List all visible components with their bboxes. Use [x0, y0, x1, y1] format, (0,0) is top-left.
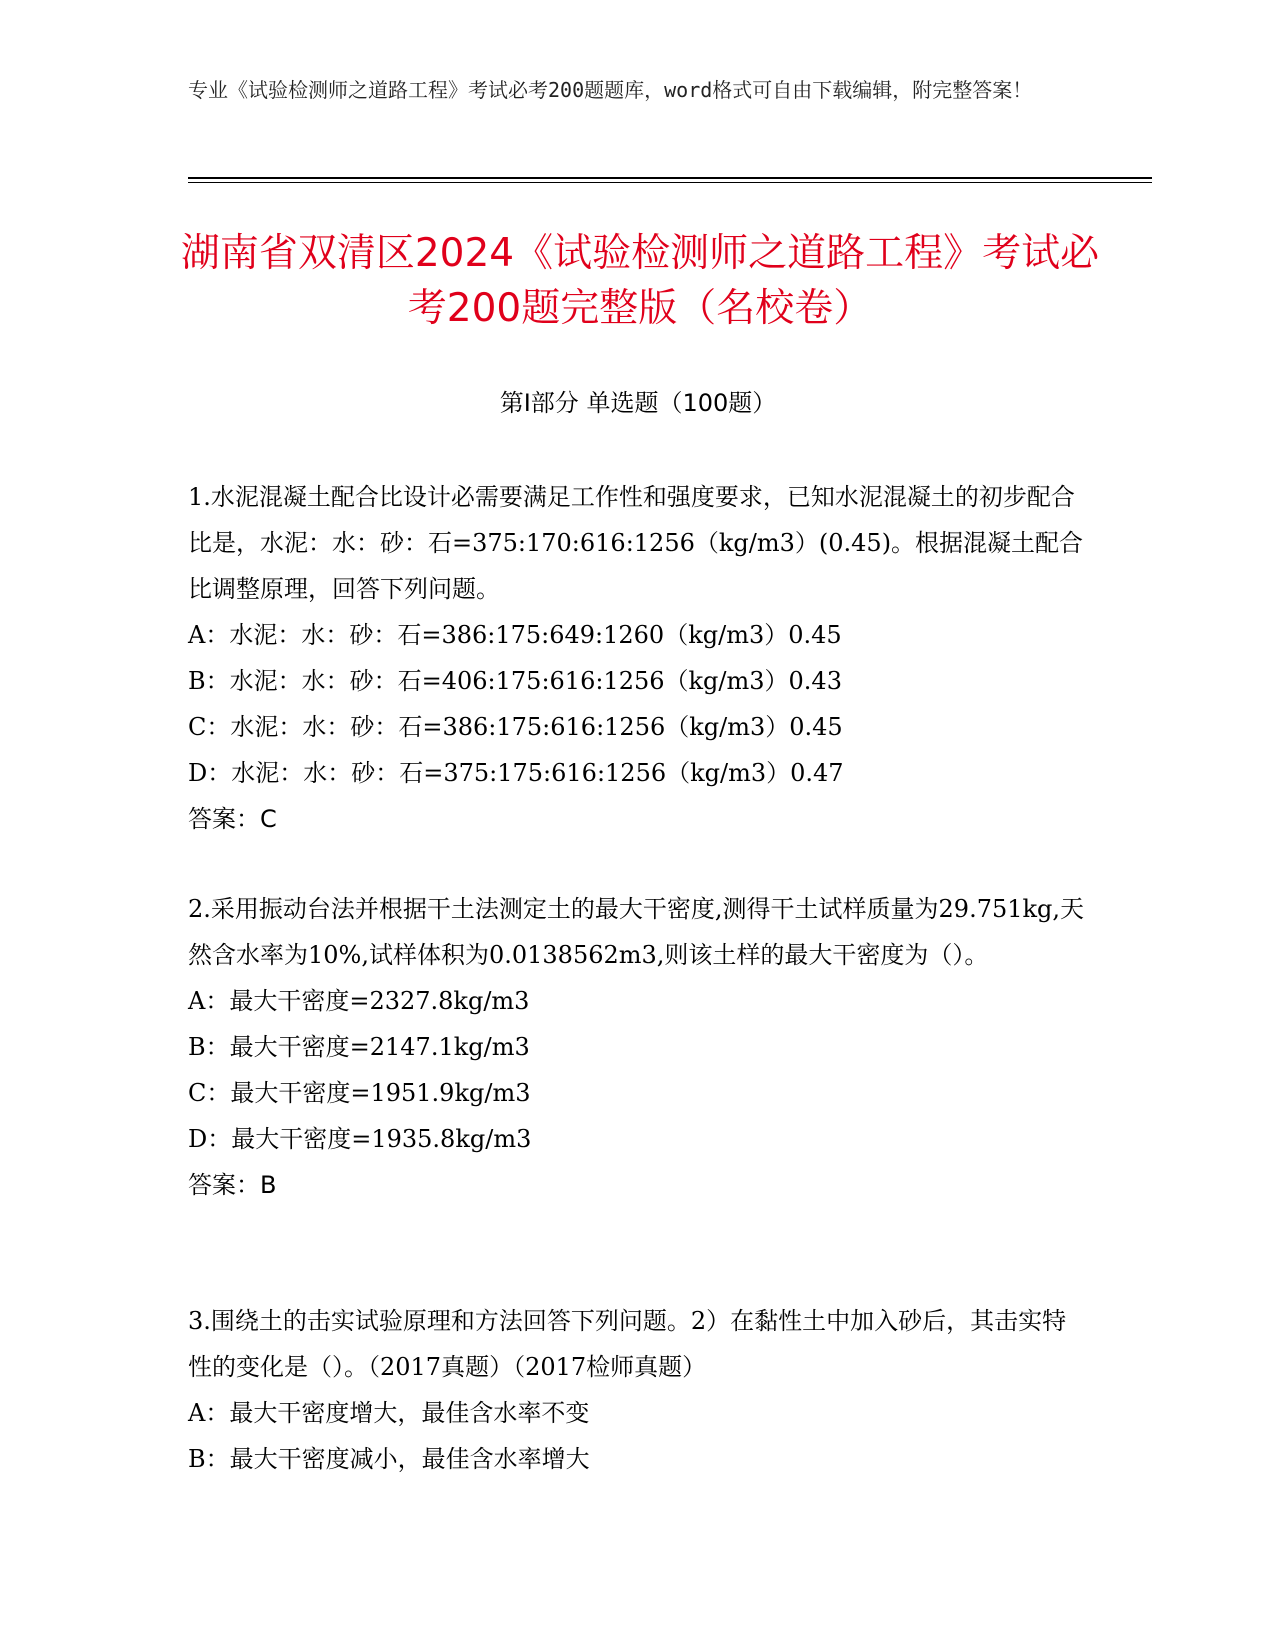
option-b: B：最大干密度减小，最佳含水率增大: [188, 1445, 590, 1473]
option-a: A：水泥：水：砂：石=386:175:649:1260（kg/m3）0.45: [188, 621, 842, 649]
option-a: A：最大干密度=2327.8kg/m3: [188, 987, 530, 1015]
question-stem: 1.水泥混凝土配合比设计必需要满足工作性和强度要求，已知水泥混凝土的初步配合比是，水泥：水：砂：石=375:170:616:1256（kg/m3）(0.45)。根据混凝土配合比调整原理，回答下列问题。: [188, 483, 1084, 603]
answer: 答案：C: [188, 805, 277, 833]
option-b: B：最大干密度=2147.1kg/m3: [188, 1033, 530, 1061]
option-c: C：水泥：水：砂：石=386:175:616:1256（kg/m3）0.45: [188, 713, 843, 741]
option-c: C：最大干密度=1951.9kg/m3: [188, 1079, 531, 1107]
header-rule-thick: [188, 177, 1152, 179]
option-d: D：最大干密度=1935.8kg/m3: [188, 1125, 532, 1153]
answer: 答案：B: [188, 1171, 277, 1199]
question-2: [188, 886, 1088, 1208]
option-a: A：最大干密度增大，最佳含水率不变: [188, 1399, 590, 1427]
option-d: D：水泥：水：砂：石=375:175:616:1256（kg/m3）0.47: [188, 759, 844, 787]
question-1: [188, 474, 1088, 842]
header-rule-thin: [188, 182, 1152, 183]
question-stem: 2.采用振动台法并根据干土法测定土的最大干密度,测得干土试样质量为29.751kg,天然含水率为10%,试样体积为0.0138562m3,则该土样的最大干密度为（）。: [188, 895, 1085, 969]
question-stem: 3.围绕土的击实试验原理和方法回答下列问题。2）在黏性土中加入砂后，其击实特性的变化是（）。（2017真题）（2017检师真题）: [188, 1307, 1067, 1381]
document-title: 湖南省双清区2024《试验检测师之道路工程》考试必考200题完整版（名校卷）: [180, 231, 1100, 331]
header-note: 专业《试验检测师之道路工程》考试必考200题题库，word格式可自由下载编辑，附完整答案！: [188, 78, 1033, 102]
question-3: [188, 1298, 1088, 1482]
section-title: 第Ⅰ部分 单选题（100题）: [499, 389, 777, 417]
option-b: B：水泥：水：砂：石=406:175:616:1256（kg/m3）0.43: [188, 667, 842, 695]
